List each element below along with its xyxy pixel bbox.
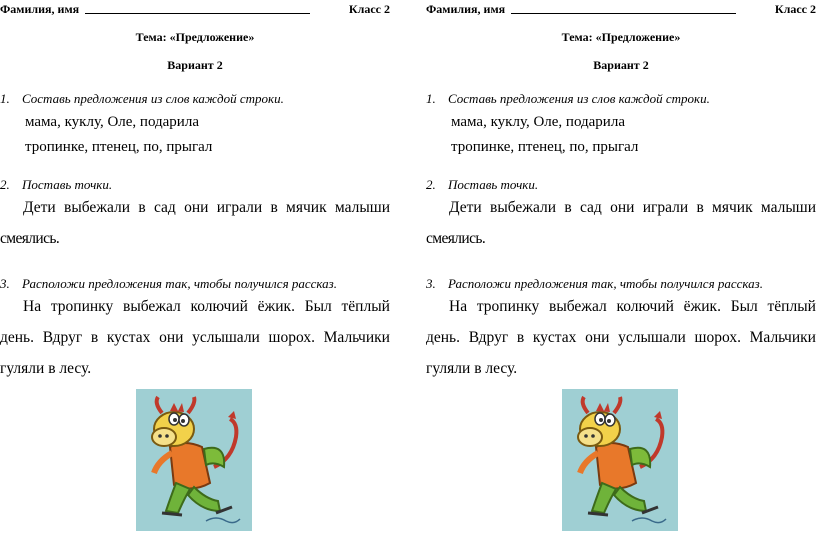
word: Был xyxy=(304,298,332,315)
word: На xyxy=(449,298,468,315)
task-text: Поставь точки. xyxy=(448,177,539,192)
text-row xyxy=(426,322,816,353)
word: играли xyxy=(216,199,263,216)
task-text: Составь предложения из слов каждой строки. xyxy=(448,91,710,106)
task-3-text xyxy=(426,291,816,384)
word: Был xyxy=(730,298,758,315)
text-row xyxy=(0,192,390,223)
word: в xyxy=(564,199,572,216)
text-line: смеялись. xyxy=(0,230,60,247)
word-line-2: тропинке, птенец, по, прыгал xyxy=(451,139,639,155)
task-2-instruction xyxy=(0,177,112,193)
word: ёжик. xyxy=(683,298,721,315)
word: выбежали xyxy=(64,199,131,216)
task-2-text xyxy=(426,192,816,254)
task-2-instruction xyxy=(426,177,538,193)
text-row xyxy=(0,223,390,254)
topic-title: Тема: «Предложение» xyxy=(135,30,255,44)
worksheet-right xyxy=(426,0,816,556)
task-3-instruction xyxy=(426,276,763,292)
word: они xyxy=(610,199,635,216)
word: играли xyxy=(642,199,689,216)
word: услышали xyxy=(192,329,260,346)
word: день. xyxy=(0,329,35,346)
word: малыши xyxy=(334,199,390,216)
word: Вдруг xyxy=(42,329,83,346)
task-text: Расположи предложения так, чтобы получился рассказ. xyxy=(448,276,763,291)
task-number: 2. xyxy=(426,177,436,192)
word: Мальчики xyxy=(749,329,816,346)
word: в xyxy=(696,199,704,216)
text-row xyxy=(0,353,390,384)
word: Вдруг xyxy=(468,329,509,346)
topic-title: Тема: «Предложение» xyxy=(561,30,681,44)
variant-title: Вариант 2 xyxy=(167,58,223,72)
task-3-instruction xyxy=(0,276,337,292)
word: кустах xyxy=(106,329,151,346)
task-number: 1. xyxy=(0,91,10,106)
task-2-text xyxy=(0,192,390,254)
word: шорох. xyxy=(694,329,741,346)
word: ёжик. xyxy=(257,298,295,315)
name-label: Фамилия, имя xyxy=(0,2,80,16)
text-line: гуляли в лесу. xyxy=(0,360,92,377)
word: в xyxy=(138,199,146,216)
word: в xyxy=(90,329,99,346)
class-label: Класс 2 xyxy=(348,2,390,16)
variant-title: Вариант 2 xyxy=(593,58,649,72)
word: кустах xyxy=(532,329,577,346)
word: тёплый xyxy=(767,298,816,315)
task-text: Составь предложения из слов каждой строки. xyxy=(22,91,284,106)
word: тёплый xyxy=(341,298,390,315)
name-blank-line xyxy=(511,13,736,14)
word: тропинку xyxy=(476,298,540,315)
cartoon-cow-skating-icon xyxy=(562,389,678,531)
word: шорох. xyxy=(268,329,315,346)
text-row xyxy=(0,291,390,322)
word: в xyxy=(516,329,525,346)
task-number: 1. xyxy=(426,91,436,106)
word: малыши xyxy=(760,199,816,216)
word-line-1: мама, куклу, Оле, подарила xyxy=(451,114,625,130)
task-number: 3. xyxy=(0,276,10,291)
word: колючий xyxy=(190,298,248,315)
word: день. xyxy=(426,329,461,346)
word: сад xyxy=(153,199,176,216)
task-text: Расположи предложения так, чтобы получился рассказ. xyxy=(22,276,337,291)
word: Мальчики xyxy=(323,329,390,346)
text-row xyxy=(426,192,816,223)
name-blank-line xyxy=(85,13,310,14)
word: выбежал xyxy=(549,298,607,315)
word: мячик xyxy=(286,199,327,216)
word-line-2: тропинке, птенец, по, прыгал xyxy=(25,139,213,155)
word: они xyxy=(159,329,184,346)
class-label: Класс 2 xyxy=(774,2,816,16)
task-number: 2. xyxy=(0,177,10,192)
word-line-1: мама, куклу, Оле, подарила xyxy=(25,114,199,130)
text-line: гуляли в лесу. xyxy=(426,360,518,377)
word: выбежали xyxy=(490,199,557,216)
text-row xyxy=(426,223,816,254)
text-line: смеялись. xyxy=(426,230,486,247)
word: они xyxy=(585,329,610,346)
task-number: 3. xyxy=(426,276,436,291)
word: услышали xyxy=(618,329,686,346)
name-label: Фамилия, имя xyxy=(426,2,506,16)
task-1-instruction xyxy=(426,91,710,107)
word: они xyxy=(184,199,209,216)
word: Дети xyxy=(449,199,482,216)
text-row xyxy=(0,322,390,353)
text-row xyxy=(426,353,816,384)
task-1-instruction xyxy=(0,91,284,107)
task-3-text xyxy=(0,291,390,384)
cartoon-cow-skating-icon xyxy=(136,389,252,531)
word: Дети xyxy=(23,199,56,216)
text-row xyxy=(426,291,816,322)
word: выбежал xyxy=(123,298,181,315)
word: На xyxy=(23,298,42,315)
task-text: Поставь точки. xyxy=(22,177,113,192)
word: колючий xyxy=(616,298,674,315)
word: тропинку xyxy=(50,298,114,315)
word: мячик xyxy=(712,199,753,216)
worksheet-left xyxy=(0,0,400,556)
word: в xyxy=(270,199,278,216)
word: сад xyxy=(579,199,602,216)
